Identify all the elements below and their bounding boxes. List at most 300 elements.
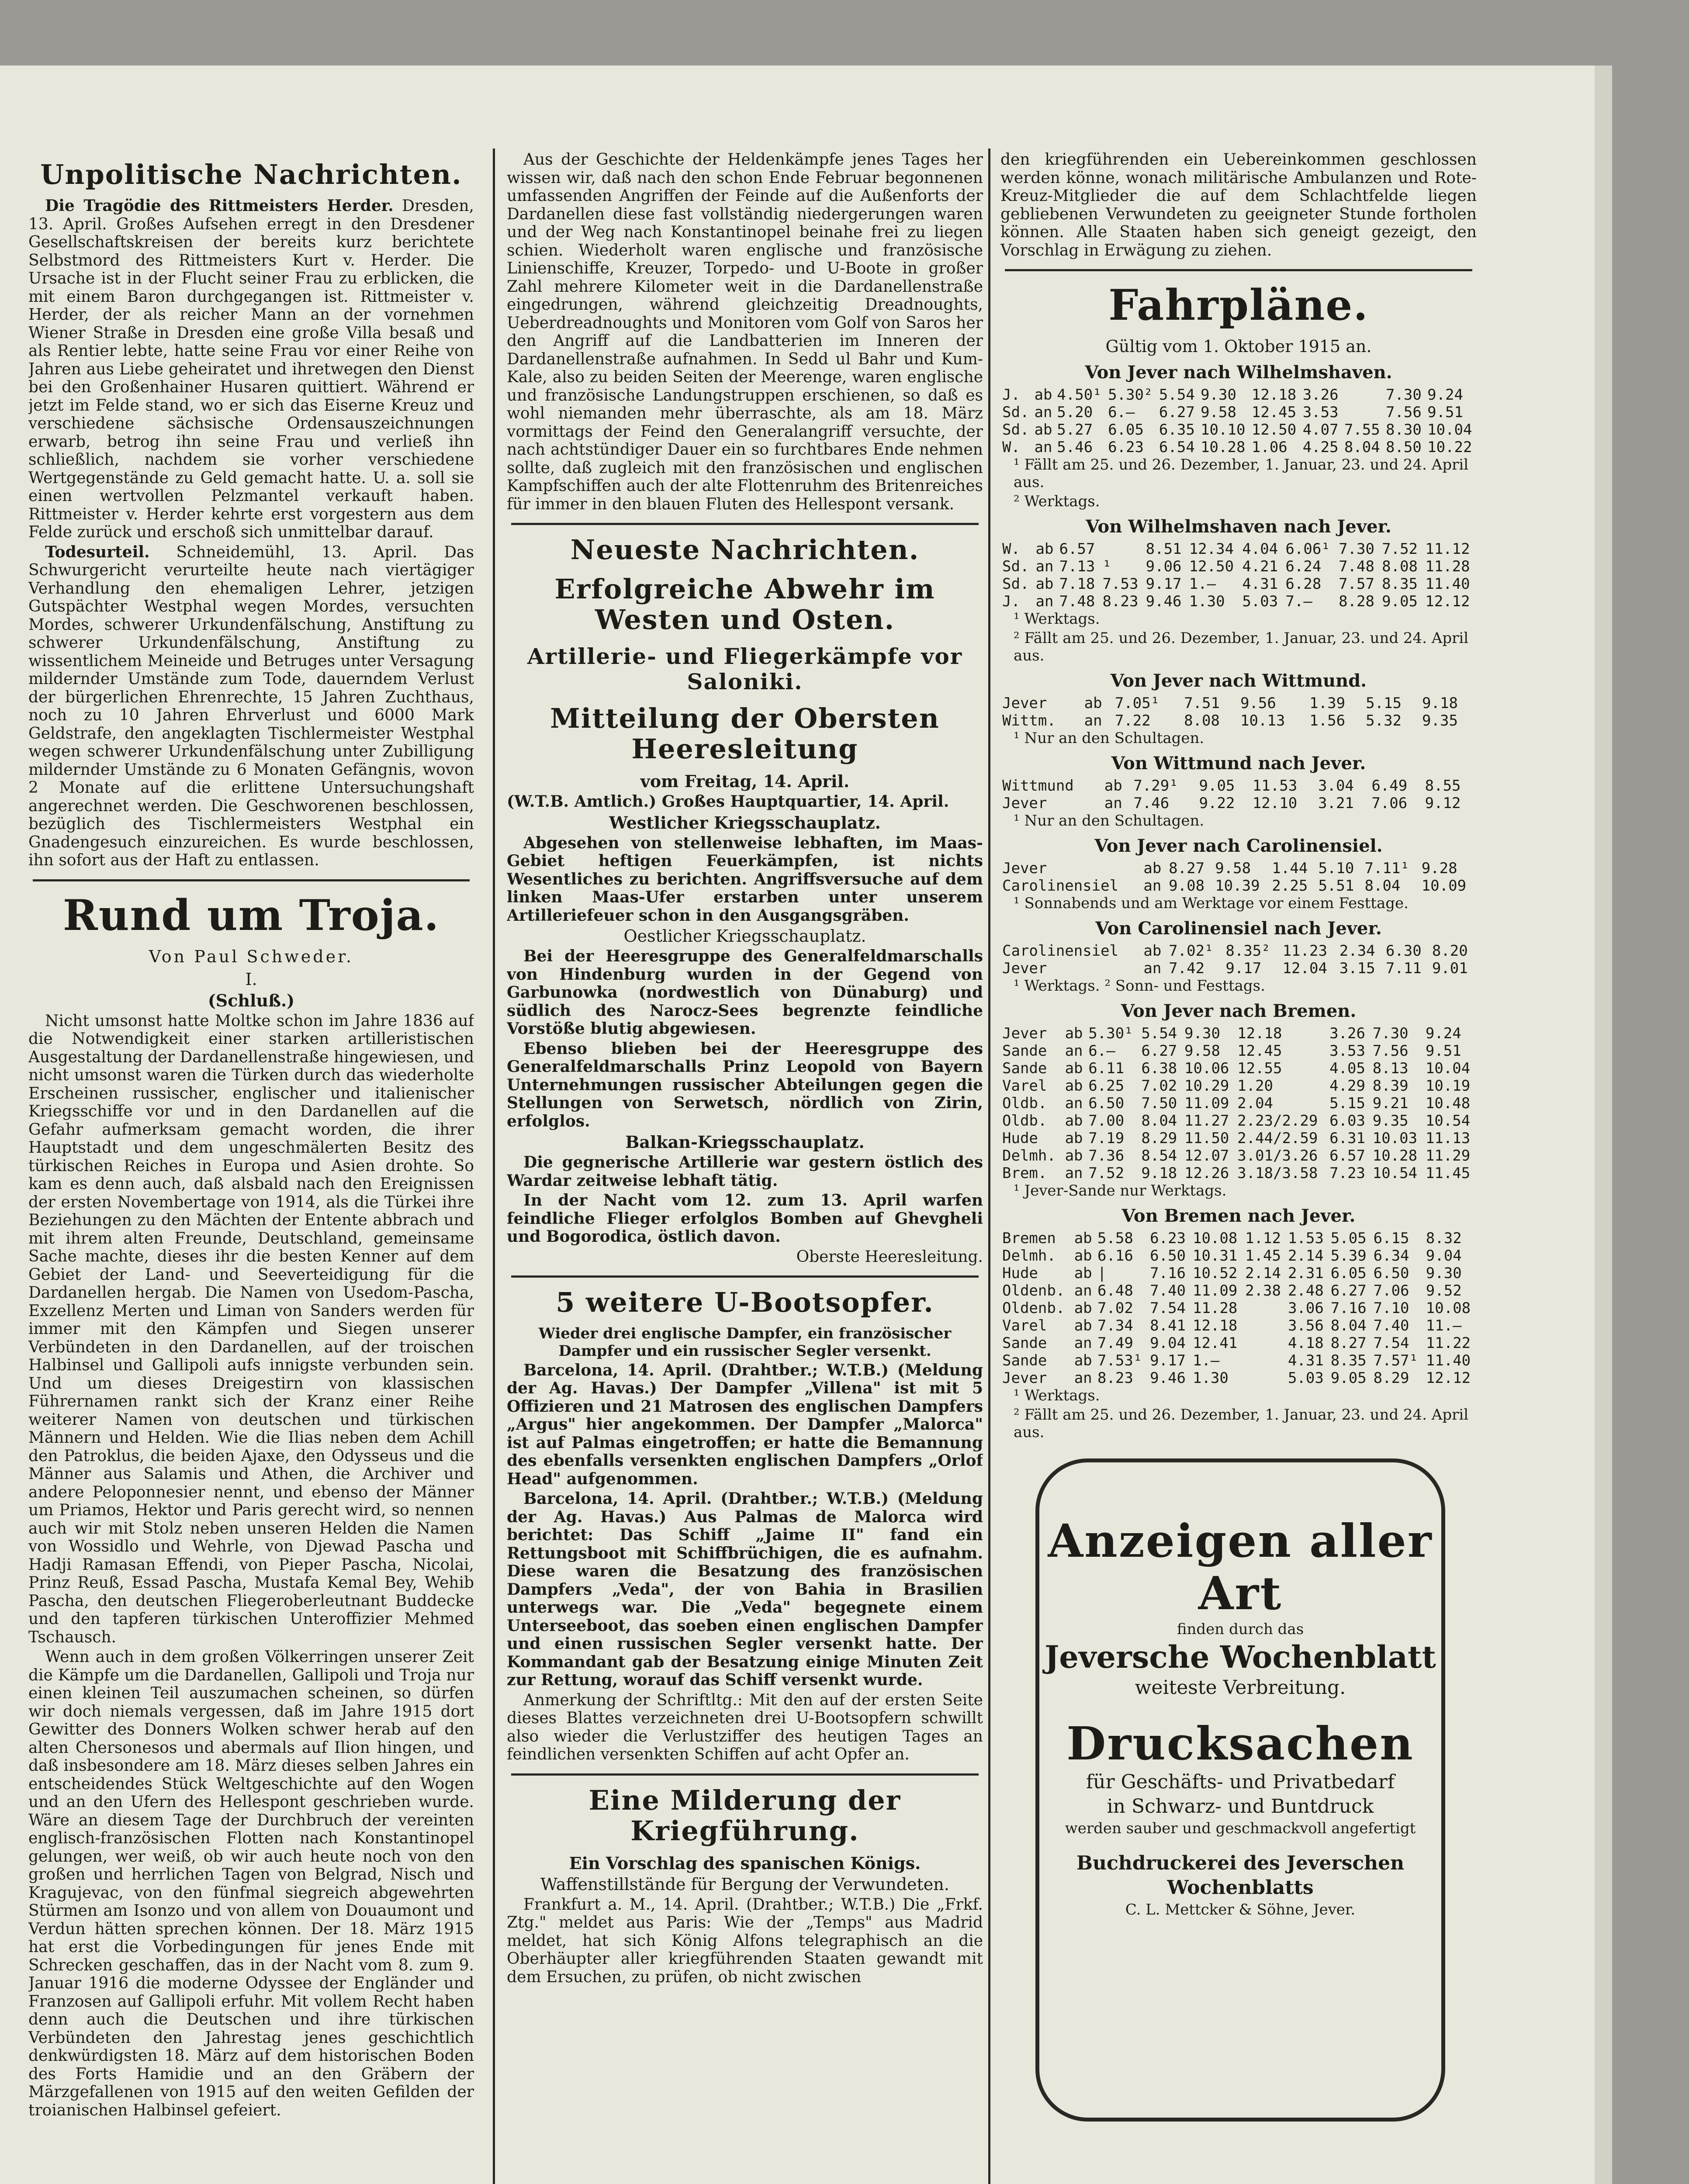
timetable-cell: an: [1074, 1334, 1092, 1352]
advertisement: [1035, 1458, 1445, 2122]
timetable-cell: 9.05: [1382, 593, 1418, 610]
timetable-cell: 10.13: [1240, 712, 1285, 729]
timetable-cell: Varel: [1002, 1077, 1047, 1095]
timetable-cell: Oldenb.: [1002, 1299, 1065, 1317]
timetable-cell: 6.49: [1371, 777, 1408, 795]
timetable-cell: 5.39: [1330, 1247, 1367, 1265]
ad-text: in Schwarz- und Buntdruck: [1107, 1795, 1374, 1818]
signature: Oberste Heeresleitung.: [796, 1248, 983, 1266]
timetable-cell: 6.30: [1385, 942, 1422, 960]
timetable-cell: 1.06: [1251, 439, 1288, 456]
timetable-cell: 11.12: [1425, 540, 1470, 558]
timetable-cell: 3.04: [1318, 777, 1354, 795]
timetable-cell: 7.40: [1373, 1317, 1409, 1334]
timetable-cell: 7.54: [1150, 1299, 1186, 1317]
timetable-cell: Hude: [1002, 1265, 1038, 1282]
timetable-cell: 7.02¹: [1169, 942, 1214, 960]
timetable-row: [1000, 404, 1477, 421]
timetable-cell: [1243, 1317, 1286, 1334]
timetable-cell: W.: [1002, 540, 1020, 558]
timetable-cell: 7.50: [1141, 1095, 1177, 1112]
timetable-cell: Hude: [1002, 1130, 1038, 1147]
timetable-cell: 2.25: [1272, 877, 1308, 895]
timetable: [1000, 540, 1477, 610]
timetable-cell: 6.23: [1150, 1230, 1186, 1247]
article-text: Frankfurt a. M., 14. April. (Drahtber.; W.T.B.) Die „Frkf. Ztg." meldet aus Paris: Wie der „Temps" aus Madrid meldet, hat sich König Alfons telegraphisch an die Oberhäupter aller kriegführenden Staaten gewandt mit dem Ersuchen, zu prüfen, ob nicht zwischen: [507, 1895, 983, 1986]
timetable-row: [1000, 1352, 1477, 1369]
timetable-cell: 4.29: [1329, 1077, 1365, 1095]
timetable-cell: [1243, 1352, 1286, 1369]
timetable-cell: 5.15: [1329, 1095, 1365, 1112]
timetable-row: [1000, 1165, 1477, 1182]
timetable-cell: 3.01/3.26: [1237, 1147, 1318, 1165]
timetable-note: ¹ Werktags.: [1014, 1387, 1100, 1404]
timetable-cell: 1.45: [1245, 1247, 1281, 1265]
timetable-cell: 6.50: [1373, 1265, 1409, 1282]
timetable-cell: 7.48: [1059, 593, 1095, 610]
timetable-cell: Sande: [1002, 1042, 1047, 1060]
ad-printer-address: C. L. Mettcker & Söhne, Jever.: [1125, 1901, 1356, 1918]
timetable-row: [1000, 386, 1477, 404]
timetable-row: [1000, 1317, 1477, 1334]
timetable-cell: 7.30: [1339, 540, 1374, 558]
timetable-cell: 5.03: [1242, 593, 1278, 610]
timetable-cell: 6.24: [1285, 558, 1322, 575]
timetable-cell: 7.30: [1372, 1025, 1409, 1042]
timetable-cell: [1101, 540, 1144, 558]
timetable-cell: 8.04: [1344, 439, 1380, 456]
article-text: Barcelona, 14. April. (Drahtber.; W.T.B.) (Meldung der Ag. Havas.) Der Dampfer „Villena" ist mit 5 Offizieren und 21 Matrosen des englischen Dampfers „Argus" hier angekommen. Der Dampfer „Malorca" ist auf Palmas eingetroffen; er hatte die Bemannung des ebenfalls versenkten englischen Dampfers „Orlof Head" aufgenommen.: [507, 1361, 983, 1488]
headline: Eine Milderung der Kriegführung.: [588, 1784, 901, 1847]
part-label: (Schluß.): [208, 990, 295, 1010]
timetable-cell: 9.05: [1199, 777, 1235, 795]
timetable-cell: Carolinensiel: [1002, 942, 1119, 960]
timetable-row: [1000, 860, 1477, 877]
timetable-cell: 7.46: [1133, 795, 1170, 812]
timetable-cell: 10.39: [1215, 877, 1260, 895]
timetable-cell: ab: [1065, 1112, 1083, 1130]
timetable-cell: 2.38: [1245, 1282, 1281, 1299]
timetable-cell: 8.41: [1150, 1317, 1186, 1334]
timetable-cell: 1.30: [1189, 593, 1225, 610]
timetable-cell: 7.11¹: [1364, 860, 1409, 877]
timetable-cell: 7.18: [1059, 575, 1095, 593]
timetable-cell: 7.23: [1329, 1165, 1365, 1182]
timetable-cell: 10.08: [1426, 1299, 1471, 1317]
timetable-cell: Delmh.: [1002, 1147, 1056, 1165]
timetable-cell: [1343, 386, 1384, 404]
timetable-row: [1000, 795, 1477, 812]
timetable-cell: 9.24: [1427, 386, 1463, 404]
timetable-cell: 2.04: [1237, 1095, 1274, 1112]
timetable-cell: 7.53: [1102, 575, 1139, 593]
timetable-cell: ab: [1065, 1130, 1083, 1147]
timetable-cell: 8.27: [1169, 860, 1205, 877]
timetable-cell: 12.45: [1251, 404, 1297, 421]
timetable-note: ¹ Jever-Sande nur Werktags.: [1014, 1182, 1227, 1199]
timetable-cell: 5.30¹: [1088, 1025, 1133, 1042]
timetable-note: ¹ Werktags. ² Sonn- und Festtags.: [1014, 977, 1265, 995]
timetable-cell: 8.29: [1373, 1369, 1409, 1387]
timetable-cell: 6.57: [1059, 540, 1095, 558]
timetable-cell: 4.18: [1288, 1334, 1324, 1352]
timetable-row: [1000, 1147, 1477, 1165]
timetable-cell: 12.18: [1251, 386, 1297, 404]
timetable-cell: 10.10: [1201, 421, 1246, 439]
timetable-cell: 9.01: [1432, 960, 1468, 977]
timetable-cell: 9.08: [1169, 877, 1205, 895]
timetable-cell: 11.28: [1425, 558, 1470, 575]
timetable-note: ¹ Fällt am 25. und 26. Dezember, 1. Januar, 23. und 24. April aus.: [1014, 456, 1469, 491]
headline: Artillerie- und Fliegerkämpfe vor Saloniki.: [527, 643, 963, 695]
timetable-cell: 5.05: [1330, 1230, 1367, 1247]
timetable-cell: ab: [1065, 1060, 1083, 1077]
timetable-cell: 3.53: [1302, 404, 1339, 421]
timetable-cell: Jever: [1002, 960, 1047, 977]
timetable-cell: 9.22: [1199, 795, 1235, 812]
timetable-cell: 4.31: [1288, 1352, 1324, 1369]
timetable-cell: J.: [1002, 386, 1020, 404]
timetable-cell: 6.25: [1088, 1077, 1125, 1095]
timetable-cell: 11.27: [1184, 1112, 1229, 1130]
timetable-cell: 1.20: [1237, 1077, 1274, 1095]
timetable-cell: 6.34: [1373, 1247, 1409, 1265]
timetable-row: [1000, 1265, 1477, 1282]
timetable-cell: 9.17: [1225, 960, 1262, 977]
timetable-cell: 9.58: [1215, 860, 1251, 877]
timetable-cell: 12.50: [1189, 558, 1234, 575]
timetable-cell: 12.41: [1192, 1334, 1238, 1352]
timetable-cell: 9.17: [1146, 575, 1182, 593]
timetable-note: ² Fällt am 25. und 26. Dezember, 1. Januar, 23. und 24. April aus.: [1014, 629, 1469, 664]
timetable-cell: 12.55: [1237, 1060, 1282, 1077]
timetable-cell: 1.53: [1288, 1230, 1324, 1247]
timetable-cell: 5.51: [1318, 877, 1354, 895]
timetable-cell: Oldb.: [1002, 1112, 1047, 1130]
timetable-row: [1000, 1369, 1477, 1387]
timetable-cell: 9.04: [1150, 1334, 1186, 1352]
timetable-cell: 9.51: [1427, 404, 1463, 421]
timetable-cell: 4.05: [1329, 1060, 1365, 1077]
timetable-cell: 9.35: [1422, 712, 1458, 729]
timetable-cell: 11.29: [1425, 1147, 1471, 1165]
timetable-cell: 10.31: [1192, 1247, 1238, 1265]
timetable-cell: 7.51: [1184, 695, 1220, 712]
timetable-cell: 5.46: [1057, 439, 1093, 456]
column-3: [1000, 151, 1477, 2184]
timetable-cell: Wittm.: [1002, 712, 1056, 729]
timetable-cell: ab: [1065, 1147, 1083, 1165]
timetable-cell: 1.12: [1245, 1230, 1281, 1247]
timetable-cell: Sande: [1002, 1352, 1047, 1369]
timetable-cell: 11.09: [1192, 1282, 1238, 1299]
timetable-cell: Delmh.: [1002, 1247, 1056, 1265]
timetable-cell: 12.18: [1192, 1317, 1238, 1334]
timetable-cell: 5.54: [1141, 1025, 1177, 1042]
ad-text: finden durch das: [1177, 1621, 1304, 1638]
timetable-cell: an: [1065, 1165, 1083, 1182]
timetable-cell: 10.28: [1201, 439, 1246, 456]
timetable-cell: 9.52: [1426, 1282, 1462, 1299]
timetable-cell: 2.14: [1288, 1247, 1324, 1265]
timetable-row: [1000, 558, 1477, 575]
timetable-row: [1000, 877, 1477, 895]
timetable-cell: Sd.: [1002, 421, 1029, 439]
timetable-row: [1000, 575, 1477, 593]
timetable-row: [1000, 540, 1477, 558]
timetable-note: ² Fällt am 25. und 26. Dezember, 1. Januar, 23. und 24. April aus.: [1014, 1406, 1469, 1441]
timetable-cell: an: [1074, 1282, 1092, 1299]
timetable-row: [1000, 777, 1477, 795]
timetable-cell: 7.10: [1373, 1299, 1409, 1317]
timetable-cell: 8.20: [1432, 942, 1468, 960]
timetable-cell: Oldenb.: [1002, 1282, 1065, 1299]
timetable-cell: ab: [1034, 386, 1052, 404]
timetable-row: [1000, 1247, 1477, 1265]
timetable-cell: 6.27: [1159, 404, 1195, 421]
timetable-cell: 7.42: [1169, 960, 1205, 977]
timetable-row: [1000, 1334, 1477, 1352]
timetable-cell: 6.31: [1329, 1130, 1365, 1147]
timetable-cell: 9.58: [1201, 404, 1236, 421]
timetable: [1000, 1025, 1477, 1182]
timetable-cell: an: [1065, 1095, 1083, 1112]
timetable-cell: 12.50: [1251, 421, 1297, 439]
timetable-cell: 11.13: [1425, 1130, 1471, 1147]
timetable-cell: 9.28: [1421, 860, 1457, 877]
timetable-cell: 7.56: [1385, 404, 1422, 421]
ad-printer: Buchdruckerei des Jeverschen Wochenblatts: [1076, 1852, 1405, 1899]
timetable-cell: 6.48: [1097, 1282, 1133, 1299]
timetable-cell: ab: [1065, 1077, 1083, 1095]
timetable-cell: an: [1143, 960, 1162, 977]
timetable-cell: ab: [1034, 421, 1052, 439]
timetable-cell: 4.25: [1302, 439, 1339, 456]
timetable-cell: 7.57: [1339, 575, 1374, 593]
timetable-cell: 8.54: [1141, 1147, 1177, 1165]
timetable-cell: 11.40: [1426, 1352, 1471, 1369]
divider: [511, 1773, 979, 1776]
ad-title: Anzeigen aller Art: [1048, 1514, 1433, 1620]
timetable-cell: Jever: [1002, 695, 1047, 712]
timetable-cell: 12.26: [1184, 1165, 1229, 1182]
timetable-cell: 3.18/3.58: [1237, 1165, 1318, 1182]
timetable-cell: 8.29: [1141, 1130, 1177, 1147]
timetable-cell: 7.29¹: [1133, 777, 1178, 795]
timetable-cell: 11.53: [1252, 777, 1298, 795]
timetable-cell: 11.22: [1426, 1334, 1471, 1352]
timetable-cell: 3.21: [1318, 795, 1354, 812]
timetable-cell: 8.27: [1330, 1334, 1367, 1352]
timetable-cell: an: [1084, 712, 1102, 729]
ad-text: werden sauber und geschmackvoll angefertigt: [1065, 1820, 1416, 1837]
timetable-row: [1000, 1130, 1477, 1147]
timetable-cell: 6.03: [1329, 1112, 1365, 1130]
section-title: Unpolitische Nachrichten.: [40, 159, 462, 190]
timetable-cell: 6.05: [1330, 1265, 1367, 1282]
timetable-cell: 7.06: [1371, 795, 1408, 812]
timetable-cell: 9.30: [1184, 1025, 1220, 1042]
timetable-cell: 10.08: [1192, 1230, 1238, 1247]
article-title: Die Tragödie des Rittmeisters Herder.: [45, 197, 394, 215]
timetable-cell: 6.27: [1141, 1042, 1177, 1060]
timetable-cell: an: [1143, 877, 1162, 895]
timetable-cell: Jever: [1002, 1369, 1047, 1387]
timetable-cell: 5.27: [1057, 421, 1093, 439]
timetable-cell: Oldb.: [1002, 1095, 1047, 1112]
column-2: [507, 151, 983, 2184]
timetable-cell: Jever: [1002, 795, 1047, 812]
timetable-cell: 7.36: [1088, 1147, 1125, 1165]
timetable-cell: 6.15: [1373, 1230, 1409, 1247]
timetable-row: [1000, 695, 1477, 712]
timetable-cell: Sd.: [1002, 558, 1029, 575]
timetable-cell: 9.24: [1425, 1025, 1461, 1042]
timetable-cell: 4.21: [1242, 558, 1278, 575]
timetable-cell: 8.51: [1146, 540, 1182, 558]
divider: [511, 1275, 979, 1278]
timetable-cell: 11.40: [1425, 575, 1470, 593]
timetable-row: [1000, 1042, 1477, 1060]
timetable-row: [1000, 960, 1477, 977]
timetable-cell: 8.08: [1382, 558, 1418, 575]
timetable-row: [1000, 1077, 1477, 1095]
timetable-cell: Sande: [1002, 1334, 1047, 1352]
timetable-cell: 10.54: [1425, 1112, 1471, 1130]
timetable-cell: 10.04: [1425, 1060, 1471, 1077]
timetable-cell: ab: [1065, 1025, 1083, 1042]
date-line: vom Freitag, 14. April.: [640, 771, 850, 791]
timetable-cell: 9.56: [1240, 695, 1276, 712]
timetable-cell: 11.50: [1184, 1130, 1229, 1147]
timetable-cell: an: [1034, 439, 1052, 456]
timetable-cell: 10.52: [1192, 1265, 1238, 1282]
timetable-title: Von Wittmund nach Jever.: [1111, 753, 1366, 774]
timetable-cell: Jever: [1002, 860, 1047, 877]
timetable-cell: 8.04: [1364, 877, 1401, 895]
headline: 5 weitere U-Bootsopfer.: [556, 1286, 934, 1318]
timetable-cell: 8.13: [1372, 1060, 1409, 1077]
timetable-title: Von Carolinensiel nach Jever.: [1095, 918, 1382, 939]
timetable-cell: 4.31: [1242, 575, 1278, 593]
section-title: Neueste Nachrichten.: [570, 534, 920, 566]
timetable-cell: Brem.: [1002, 1165, 1047, 1182]
timetable-cell: 6.57: [1329, 1147, 1365, 1165]
timetable-row: [1000, 421, 1477, 439]
part-number: I.: [245, 969, 257, 989]
timetable-cell: 7.22: [1114, 712, 1151, 729]
timetable-cell: 7.00: [1088, 1112, 1125, 1130]
timetable-cell: [1243, 1369, 1286, 1387]
timetable-cell: 10.54: [1372, 1165, 1418, 1182]
headline: Erfolgreiche Abwehr im Westen und Osten.: [554, 573, 935, 636]
timetable-cell: 7.57¹: [1373, 1352, 1418, 1369]
timetable: [1000, 695, 1477, 729]
timetable-row: [1000, 1112, 1477, 1130]
timetable-note: ¹ Nur an den Schultagen.: [1014, 729, 1204, 747]
timetable-cell: 7.16: [1150, 1265, 1186, 1282]
timetable-cell: 7.34: [1097, 1317, 1133, 1334]
divider: [511, 523, 979, 525]
subheadline: Wieder drei englische Dampfer, ein französischer Dampfer und ein russischer Segler versenkt.: [538, 1324, 952, 1360]
timetable-cell: 6.11: [1088, 1060, 1125, 1077]
timetable-cell: 12.45: [1237, 1042, 1282, 1060]
timetable-cell: 11.28: [1192, 1299, 1238, 1317]
timetable-cell: 3.26: [1329, 1025, 1365, 1042]
timetable-cell: 6.28: [1285, 575, 1322, 593]
subheadline: Ein Vorschlag des spanischen Königs.: [569, 1853, 921, 1873]
timetable-cell: 9.12: [1425, 795, 1461, 812]
timetable-cell: 2.23/2.29: [1237, 1112, 1318, 1130]
timetable-cell: an: [1065, 1042, 1083, 1060]
timetable-row: [1000, 1060, 1477, 1077]
timetable: [1000, 942, 1477, 977]
timetable-cell: 10.28: [1372, 1147, 1418, 1165]
timetable-title: Von Jever nach Wilhelmshaven.: [1085, 362, 1392, 383]
timetable-cell: ab: [1074, 1265, 1092, 1282]
article-text: den kriegführenden ein Uebereinkommen geschlossen werden könne, wonach militärische Ambulanzen und Rote-Kreuz-Mitglieder die auf dem Schlachtfelde liegen gebliebenen Verwundeten zu geeigneter Stunde fortholen können. Alle Staaten haben sich geneigt gezeigt, den Vorschlag in Erwägung zu ziehen.: [1000, 151, 1477, 259]
timetable-cell: 12.34: [1189, 540, 1234, 558]
timetable-cell: 6.23: [1108, 439, 1144, 456]
timetable-row: [1000, 1282, 1477, 1299]
timetable-cell: 5.20: [1057, 404, 1093, 421]
validity-line: Gültig vom 1. Oktober 1915 an.: [1105, 337, 1372, 356]
timetable-cell: 9.18: [1141, 1165, 1177, 1182]
page-edge: [1595, 66, 1612, 2184]
timetable-cell: 1.39: [1309, 695, 1346, 712]
article-text: Dresden, 13. April. Großes Aufsehen erregt in den Dresdener Gesellschaftskreisen der bereits kurz berichtete Selbstmord des Rittmeisters Kurt v. Herder. Die Ursache ist in der Flucht seiner Frau zu erblicken, die mit einem Baron durchgegangen ist. Rittmeister v. Herder, der als reicher Mann an der vornehmen Wiener Straße in Dresden eine große Villa besaß und als Rentier lebte, hatte seine Frau vor einer Reihe von Jahren aus Liebe geheiratet und ihretwegen den Dienst bei den Großenhainer Husaren quittiert. Während er jetzt im Felde stand, wo er sich das Eiserne Kreuz und verschiedene sächsische Ordensauszeichnungen erwarb, betrog ihn seine Frau und verließ ihn schließlich, nachdem sie vorher verschiedene Wertgegenstände zu Geld gemacht hatte. U. a. soll sie einen wertvollen Pelzmantel verkauft haben. Rittmeister v. Herder kehrte erst vorgestern aus dem Felde zurück und erschoß sich unmittelbar darauf.: [28, 197, 474, 541]
article-text: Schneidemühl, 13. April. Das Schwurgericht verurteilte heute nach viertägiger Verhandlung den ehemaligen Lehrer, jetzigen Gutspächter Westphal wegen Mordes, versuchten Mordes, schwerer Urkundenfälschung, Anstiftung zu schwerer Urkundenfälschung, Anstiftung zu wissentlichem Meineide und Betruges unter Versagung mildernder Umstände zum Tode, dauerndem Verlust der bürgerlichen Ehrenrechte, 15 Jahren Zuchthaus, noch zu 10 Jahren Ehrverlust und 6000 Mark Geldstrafe, den angeklagten Tischlermeister Westphal wegen schwerer Urkundenfälschung unter Zubilligung mildernder Umstände zu 6 Monaten Gefängnis, wovon 2 Monate auf die erlittene Untersuchungshaft angerechnet werden. Die Geschworenen beschlossen, bezüglich des Tischlermeisters Westphal ein Gnadengesuch einzureichen. Es wurde beschlossen, ihn sofort aus der Haft zu entlassen.: [28, 543, 474, 869]
timetable-cell: 6.05: [1108, 421, 1144, 439]
timetable-cell: 7.49: [1097, 1334, 1133, 1352]
article-text: Die gegnerische Artillerie war gestern östlich des Wardar zeitweise lebhaft tätig.: [507, 1153, 983, 1190]
timetable-cell: ab: [1035, 540, 1054, 558]
timetable-cell: 8.04: [1330, 1317, 1367, 1334]
timetable-cell: Sd.: [1002, 404, 1029, 421]
ad-text: für Geschäfts- und Privatbedarf: [1086, 1771, 1395, 1793]
timetable-cell: 11.23: [1282, 942, 1327, 960]
timetable-cell: 2.34: [1339, 942, 1375, 960]
timetable-cell: an: [1035, 593, 1054, 610]
timetable-cell: 8.30: [1385, 421, 1422, 439]
timetable-cell: 3.53: [1329, 1042, 1365, 1060]
timetable-cell: Sande: [1002, 1060, 1047, 1077]
timetable-cell: 7.40: [1150, 1282, 1186, 1299]
timetable: [1000, 386, 1477, 456]
column-1: [28, 151, 474, 2184]
timetable-cell: 12.10: [1252, 795, 1298, 812]
timetable-cell: |: [1097, 1265, 1107, 1282]
timetable-cell: 9.04: [1426, 1247, 1462, 1265]
timetable-cell: 8.04: [1141, 1112, 1177, 1130]
byline: Von Paul Schweder.: [149, 947, 354, 966]
timetable-cell: 5.30²: [1108, 386, 1153, 404]
timetable-cell: 7.19: [1088, 1130, 1125, 1147]
timetable-cell: 4.07: [1302, 421, 1339, 439]
timetable-cell: Wittmund: [1002, 777, 1074, 795]
timetable-cell: 11.09: [1184, 1095, 1229, 1112]
timetable-cell: 8.50: [1385, 439, 1422, 456]
timetable-cell: 7.56: [1372, 1042, 1409, 1060]
feature-title: Rund um Troja.: [62, 890, 440, 940]
timetable-cell: 8.39: [1372, 1077, 1409, 1095]
timetable-cell: 5.32: [1366, 712, 1402, 729]
timetable-cell: 10.09: [1421, 877, 1467, 895]
timetable-cell: 8.08: [1184, 712, 1220, 729]
timetable-note: ² Werktags.: [1014, 493, 1100, 510]
timetable-cell: 6.35: [1159, 421, 1195, 439]
divider: [33, 879, 470, 881]
